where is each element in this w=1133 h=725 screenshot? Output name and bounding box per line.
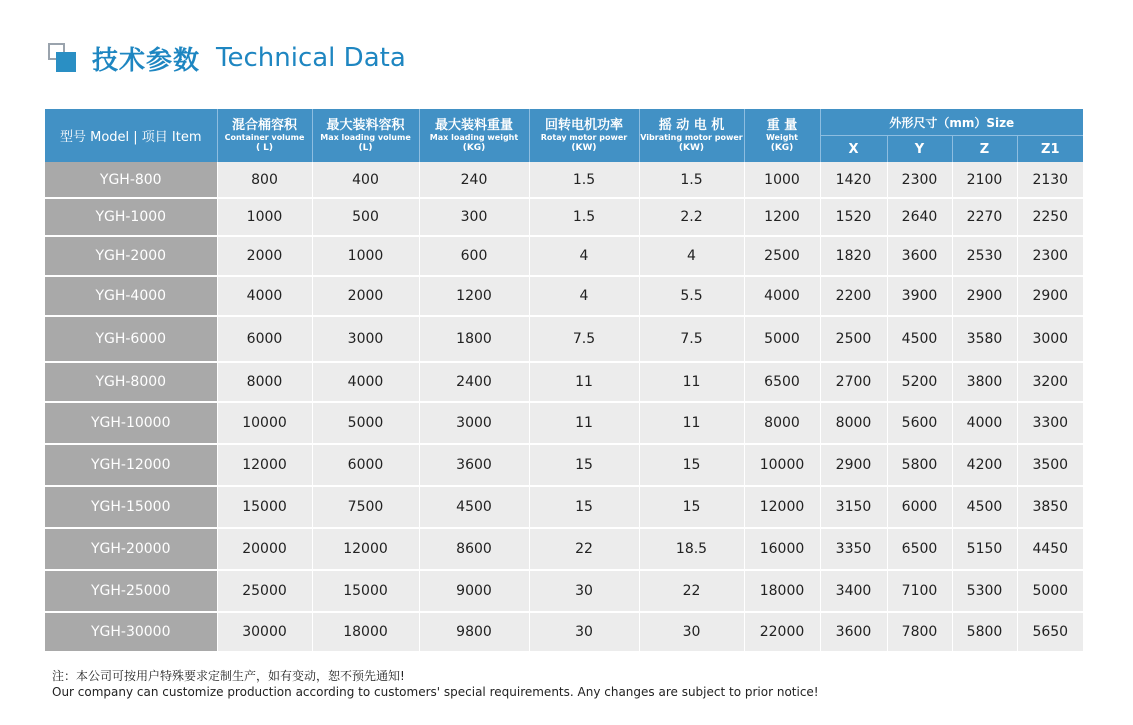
value-cell: 2100 xyxy=(952,162,1017,198)
technical-data-table xyxy=(45,109,1083,653)
value-cell: 4 xyxy=(529,236,639,276)
header-rotary-cn: 回转电机功率 xyxy=(544,117,623,133)
value-cell: 2900 xyxy=(1017,276,1083,316)
value-cell: 3850 xyxy=(1017,486,1083,528)
value-cell: 3200 xyxy=(1017,362,1083,402)
value-cell: 5150 xyxy=(952,528,1017,570)
table-row xyxy=(45,528,1083,570)
value-cell: 2.2 xyxy=(639,198,744,236)
value-cell: 7.5 xyxy=(639,316,744,362)
value-cell: 22 xyxy=(639,570,744,612)
value-cell: 8000 xyxy=(744,402,820,444)
value-cell: 4200 xyxy=(952,444,1017,486)
model-cell: YGH-6000 xyxy=(45,316,217,362)
table-row xyxy=(45,612,1083,652)
header-container-cn: 混合桶容积 xyxy=(231,117,297,133)
value-cell: 11 xyxy=(529,362,639,402)
value-cell: 5000 xyxy=(312,402,419,444)
header-weight-en: Weight xyxy=(766,132,798,142)
table-row xyxy=(45,444,1083,486)
value-cell: 4500 xyxy=(952,486,1017,528)
value-cell: 1200 xyxy=(744,198,820,236)
value-cell: 15 xyxy=(529,486,639,528)
value-cell: 6000 xyxy=(312,444,419,486)
value-cell: 1800 xyxy=(419,316,529,362)
value-cell: 6500 xyxy=(887,528,952,570)
value-cell: 4500 xyxy=(887,316,952,362)
value-cell: 3300 xyxy=(1017,402,1083,444)
value-cell: 5.5 xyxy=(639,276,744,316)
value-cell: 3900 xyxy=(887,276,952,316)
value-cell: 22 xyxy=(529,528,639,570)
model-cell: YGH-15000 xyxy=(45,486,217,528)
value-cell: 18000 xyxy=(744,570,820,612)
value-cell: 800 xyxy=(217,162,312,198)
table-body xyxy=(45,162,1083,652)
header-vibrating-en: Vibrating motor power xyxy=(640,132,743,142)
value-cell: 3400 xyxy=(820,570,887,612)
table-row xyxy=(45,198,1083,236)
value-cell: 30 xyxy=(639,612,744,652)
table-row xyxy=(45,570,1083,612)
value-cell: 300 xyxy=(419,198,529,236)
value-cell: 3000 xyxy=(1017,316,1083,362)
value-cell: 3600 xyxy=(419,444,529,486)
value-cell: 4000 xyxy=(744,276,820,316)
value-cell: 8000 xyxy=(217,362,312,402)
footnote-en: Our company can customize production according to customers' special requirements. Any changes are subject to prior notice! xyxy=(52,685,819,699)
value-cell: 8000 xyxy=(820,402,887,444)
header-vibrating-cn: 摇 动 电 机 xyxy=(658,117,725,133)
value-cell: 8600 xyxy=(419,528,529,570)
value-cell: 2000 xyxy=(217,236,312,276)
value-cell: 30 xyxy=(529,612,639,652)
value-cell: 11 xyxy=(639,362,744,402)
value-cell: 2900 xyxy=(952,276,1017,316)
header-rotary-motor xyxy=(529,109,639,162)
header-rotary-unit: (KW) xyxy=(571,142,597,153)
value-cell: 15 xyxy=(529,444,639,486)
header-size-z: Z xyxy=(952,136,1017,163)
value-cell: 4000 xyxy=(952,402,1017,444)
header-size-z1: Z1 xyxy=(1017,136,1083,163)
value-cell: 3800 xyxy=(952,362,1017,402)
value-cell: 3500 xyxy=(1017,444,1083,486)
value-cell: 2000 xyxy=(312,276,419,316)
model-cell: YGH-20000 xyxy=(45,528,217,570)
table-row xyxy=(45,162,1083,198)
value-cell: 2640 xyxy=(887,198,952,236)
header-rotary-en: Rotay motor power xyxy=(540,132,628,142)
model-cell: YGH-800 xyxy=(45,162,217,198)
value-cell: 1420 xyxy=(820,162,887,198)
value-cell: 400 xyxy=(312,162,419,198)
header-mlv-cn: 最大装料容积 xyxy=(326,117,405,133)
value-cell: 2900 xyxy=(820,444,887,486)
header-model-label: 型号 Model | 项目 Item xyxy=(59,130,202,145)
value-cell: 11 xyxy=(639,402,744,444)
value-cell: 25000 xyxy=(217,570,312,612)
value-cell: 7800 xyxy=(887,612,952,652)
value-cell: 3600 xyxy=(887,236,952,276)
model-cell: YGH-8000 xyxy=(45,362,217,402)
value-cell: 2130 xyxy=(1017,162,1083,198)
value-cell: 1200 xyxy=(419,276,529,316)
value-cell: 1820 xyxy=(820,236,887,276)
value-cell: 15 xyxy=(639,486,744,528)
header-size-y: Y xyxy=(887,136,952,163)
value-cell: 3000 xyxy=(312,316,419,362)
value-cell: 2300 xyxy=(1017,236,1083,276)
value-cell: 1000 xyxy=(312,236,419,276)
value-cell: 5300 xyxy=(952,570,1017,612)
value-cell: 4500 xyxy=(419,486,529,528)
value-cell: 2200 xyxy=(820,276,887,316)
value-cell: 1.5 xyxy=(529,198,639,236)
header-container-volume xyxy=(217,109,312,162)
value-cell: 5800 xyxy=(952,612,1017,652)
value-cell: 6000 xyxy=(217,316,312,362)
header-vibrating-motor xyxy=(639,109,744,162)
header-mlw-cn: 最大装料重量 xyxy=(434,117,513,133)
header-mlw-unit: (KG) xyxy=(462,142,486,153)
value-cell: 600 xyxy=(419,236,529,276)
value-cell: 16000 xyxy=(744,528,820,570)
value-cell: 500 xyxy=(312,198,419,236)
header-weight xyxy=(744,109,820,162)
value-cell: 10000 xyxy=(744,444,820,486)
value-cell: 22000 xyxy=(744,612,820,652)
value-cell: 30000 xyxy=(217,612,312,652)
model-cell: YGH-4000 xyxy=(45,276,217,316)
value-cell: 15000 xyxy=(217,486,312,528)
value-cell: 240 xyxy=(419,162,529,198)
value-cell: 12000 xyxy=(217,444,312,486)
header-weight-unit: (KG) xyxy=(770,142,794,153)
value-cell: 2500 xyxy=(744,236,820,276)
value-cell: 9800 xyxy=(419,612,529,652)
value-cell: 4000 xyxy=(217,276,312,316)
value-cell: 15 xyxy=(639,444,744,486)
header-size-x: X xyxy=(820,136,887,163)
value-cell: 2300 xyxy=(887,162,952,198)
table-header xyxy=(45,109,1083,162)
squares-icon xyxy=(48,43,78,73)
value-cell: 2400 xyxy=(419,362,529,402)
title-chinese: 技术参数 xyxy=(92,45,201,76)
value-cell: 5800 xyxy=(887,444,952,486)
value-cell: 6500 xyxy=(744,362,820,402)
value-cell: 18000 xyxy=(312,612,419,652)
value-cell: 2530 xyxy=(952,236,1017,276)
value-cell: 30 xyxy=(529,570,639,612)
value-cell: 5600 xyxy=(887,402,952,444)
header-model xyxy=(45,109,217,162)
header-max-loading-weight xyxy=(419,109,529,162)
model-cell: YGH-30000 xyxy=(45,612,217,652)
value-cell: 10000 xyxy=(217,402,312,444)
value-cell: 3000 xyxy=(419,402,529,444)
value-cell: 4000 xyxy=(312,362,419,402)
model-cell: YGH-10000 xyxy=(45,402,217,444)
value-cell: 3150 xyxy=(820,486,887,528)
header-mlv-en: Max loading volume xyxy=(320,132,411,142)
header-mlw-en: Max loading weight xyxy=(429,132,519,142)
value-cell: 4 xyxy=(529,276,639,316)
value-cell: 1520 xyxy=(820,198,887,236)
value-cell: 5000 xyxy=(744,316,820,362)
header-container-unit: ( L) xyxy=(255,142,274,153)
header-max-loading-volume xyxy=(312,109,419,162)
value-cell: 11 xyxy=(529,402,639,444)
value-cell: 20000 xyxy=(217,528,312,570)
header-container-en: Container volume xyxy=(224,132,305,142)
value-cell: 1000 xyxy=(217,198,312,236)
table-row xyxy=(45,402,1083,444)
header-vibrating-unit: (KW) xyxy=(678,142,705,153)
title-english: Technical Data xyxy=(216,43,406,73)
value-cell: 12000 xyxy=(744,486,820,528)
table-row xyxy=(45,316,1083,362)
value-cell: 5200 xyxy=(887,362,952,402)
value-cell: 7.5 xyxy=(529,316,639,362)
value-cell: 12000 xyxy=(312,528,419,570)
model-cell: YGH-1000 xyxy=(45,198,217,236)
table-row xyxy=(45,362,1083,402)
table-row xyxy=(45,486,1083,528)
value-cell: 5000 xyxy=(1017,570,1083,612)
value-cell: 6000 xyxy=(887,486,952,528)
value-cell: 5650 xyxy=(1017,612,1083,652)
value-cell: 1.5 xyxy=(639,162,744,198)
value-cell: 1.5 xyxy=(529,162,639,198)
value-cell: 3600 xyxy=(820,612,887,652)
value-cell: 9000 xyxy=(419,570,529,612)
value-cell: 2500 xyxy=(820,316,887,362)
value-cell: 3350 xyxy=(820,528,887,570)
header-size: 外形尺寸（mm）Size xyxy=(820,109,1083,136)
model-cell: YGH-25000 xyxy=(45,570,217,612)
footnote xyxy=(52,668,819,700)
value-cell: 15000 xyxy=(312,570,419,612)
value-cell: 2250 xyxy=(1017,198,1083,236)
header-mlv-unit: (L) xyxy=(358,142,373,153)
model-cell: YGH-2000 xyxy=(45,236,217,276)
value-cell: 18.5 xyxy=(639,528,744,570)
value-cell: 7500 xyxy=(312,486,419,528)
section-title xyxy=(48,40,406,76)
value-cell: 2700 xyxy=(820,362,887,402)
value-cell: 4 xyxy=(639,236,744,276)
value-cell: 2270 xyxy=(952,198,1017,236)
value-cell: 4450 xyxy=(1017,528,1083,570)
header-weight-cn: 重 量 xyxy=(766,117,798,133)
value-cell: 3580 xyxy=(952,316,1017,362)
value-cell: 7100 xyxy=(887,570,952,612)
footnote-cn: 注：本公司可按用户特殊要求定制生产，如有变动，恕不预先通知! xyxy=(52,669,405,683)
value-cell: 1000 xyxy=(744,162,820,198)
table-row xyxy=(45,276,1083,316)
model-cell: YGH-12000 xyxy=(45,444,217,486)
table-row xyxy=(45,236,1083,276)
